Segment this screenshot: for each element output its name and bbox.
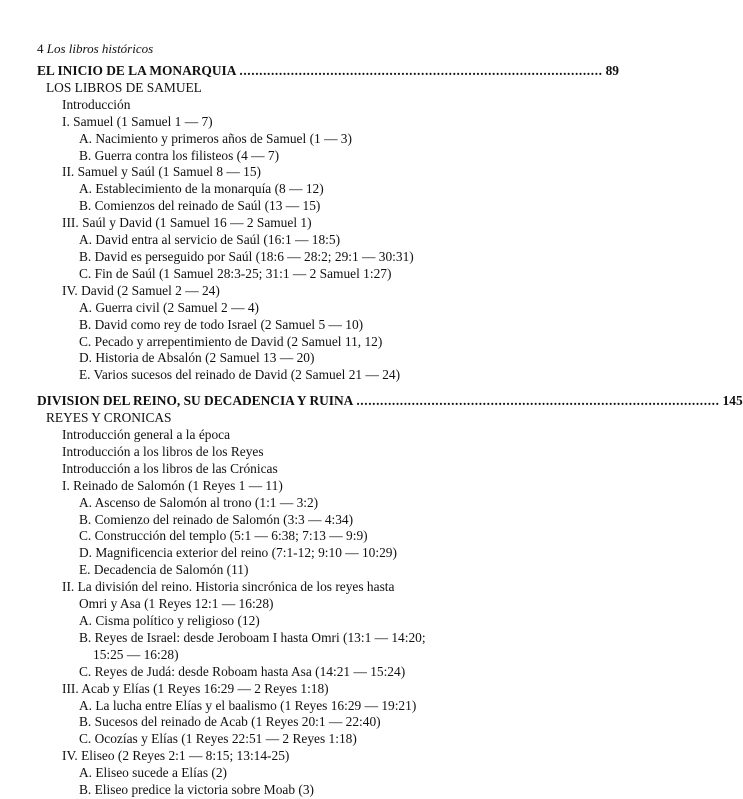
part-heading-division bbox=[37, 393, 743, 410]
subsection-entry: B. David es perseguido por Saúl (18:6 — 28:2; 29:1 — 30:31) bbox=[79, 248, 414, 264]
subsection-entry: B. Eliseo predice la victoria sobre Moab (3) bbox=[79, 782, 315, 798]
subsection-entry: C. Fin de Saúl (1 Samuel 28:3-25; 31:1 — 2 Samuel 1:27) bbox=[79, 265, 392, 281]
subsection-entry: A. Eliseo sucede a Elías (2) bbox=[79, 765, 227, 781]
dot-leader: ............................................................................................ bbox=[239, 63, 603, 78]
subsection-entry: A. Establecimiento de la monarquía (8 — 12) bbox=[79, 181, 324, 197]
section-heading: IV. David (2 Samuel 2 — 24) bbox=[62, 282, 220, 298]
subsection-entry-continued: 15:25 — 16:28) bbox=[93, 646, 179, 662]
subsection-entry: C. Reyes de Judá: desde Roboam hasta Asa (14:21 — 15:24) bbox=[79, 663, 406, 679]
running-head-title: Los libros históricos bbox=[46, 41, 154, 56]
subsection-entry: A. Nacimiento y primeros años de Samuel (1 — 3) bbox=[79, 130, 352, 146]
section-heading: II. La división del reino. Historia sincrónica de los reyes hasta bbox=[62, 579, 395, 595]
subsection-entry: E. Varios sucesos del reinado de David (2 Samuel 21 — 24) bbox=[79, 367, 401, 383]
subsection-entry: A. Guerra civil (2 Samuel 2 — 4) bbox=[79, 299, 259, 315]
table-of-contents bbox=[37, 63, 743, 799]
section-heading: III. Acab y Elías (1 Reyes 16:29 — 2 Reyes 1:18) bbox=[62, 680, 329, 696]
subsection-entry: C. Construcción del templo (5:1 — 6:38; 7:13 — 9:9) bbox=[79, 528, 368, 544]
intro-entry: Introducción a los libros de las Crónicas bbox=[62, 460, 278, 476]
subsection-entry: A. Ascenso de Salomón al trono (1:1 — 3:2) bbox=[79, 494, 319, 510]
subsection-entry: C. Ocozías y Elías (1 Reyes 22:51 — 2 Reyes 1:18) bbox=[79, 731, 357, 747]
book-heading: REYES Y CRONICAS bbox=[46, 410, 172, 426]
section-heading-continued: Omri y Asa (1 Reyes 12:1 — 16:28) bbox=[79, 596, 274, 612]
section-heading: I. Reinado de Salomón (1 Reyes 1 — 11) bbox=[62, 477, 283, 493]
part-title: EL INICIO DE LA MONARQUIA bbox=[37, 63, 237, 78]
part-heading-monarquia bbox=[37, 63, 619, 80]
subsection-entry: D. Magnificencia exterior del reino (7:1-12; 9:10 — 10:29) bbox=[79, 545, 397, 561]
subsection-entry: D. Historia de Absalón (2 Samuel 13 — 20) bbox=[79, 350, 315, 366]
subsection-entry: B. Comienzos del reinado de Saúl (13 — 15) bbox=[79, 198, 321, 214]
part-title: DIVISION DEL REINO, SU DECADENCIA Y RUINA bbox=[37, 393, 354, 409]
section-heading: I. Samuel (1 Samuel 1 — 7) bbox=[62, 113, 213, 129]
section-heading: II. Samuel y Saúl (1 Samuel 8 — 15) bbox=[62, 164, 261, 180]
subsection-entry: E. Decadencia de Salomón (11) bbox=[79, 562, 249, 578]
section-heading: III. Saúl y David (1 Samuel 16 — 2 Samuel 1) bbox=[62, 215, 312, 231]
subsection-entry: B. David como rey de todo Israel (2 Samuel 5 — 10) bbox=[79, 316, 364, 332]
section-heading: IV. Eliseo (2 Reyes 2:1 — 8:15; 13:14-25) bbox=[62, 748, 290, 764]
subsection-entry: A. Cisma político y religioso (12) bbox=[79, 613, 260, 628]
intro-entry: Introducción general a la época bbox=[62, 427, 231, 443]
subsection-entry: B. Reyes de Israel: desde Jeroboam I hasta Omri (13:1 — 14:20; bbox=[79, 629, 426, 645]
page-number: 4 bbox=[37, 41, 44, 56]
intro-entry: Introducción a los libros de los Reyes bbox=[62, 443, 264, 459]
running-head bbox=[37, 41, 153, 57]
subsection-entry: A. David entra al servicio de Saúl (16:1 — 18:5) bbox=[79, 232, 341, 248]
part-page-number: 89 bbox=[605, 63, 619, 78]
subsection-entry: B. Comienzo del reinado de Salomón (3:3 — 4:34) bbox=[79, 511, 354, 527]
subsection-entry: C. Pecado y arrepentimiento de David (2 Samuel 11, 12) bbox=[79, 333, 383, 349]
subsection-entry: B. Guerra contra los filisteos (4 — 7) bbox=[79, 147, 280, 163]
intro-entry: Introducción bbox=[62, 96, 131, 112]
book-heading: LOS LIBROS DE SAMUEL bbox=[46, 79, 202, 95]
dot-leader: ............................................................................................ bbox=[356, 393, 720, 409]
subsection-entry: A. La lucha entre Elías y el baalismo (1 Reyes 16:29 — 19:21) bbox=[79, 697, 417, 713]
subsection-entry: B. Sucesos del reinado de Acab (1 Reyes 20:1 — 22:40) bbox=[79, 714, 381, 730]
part-page-number: 145 bbox=[722, 393, 743, 409]
